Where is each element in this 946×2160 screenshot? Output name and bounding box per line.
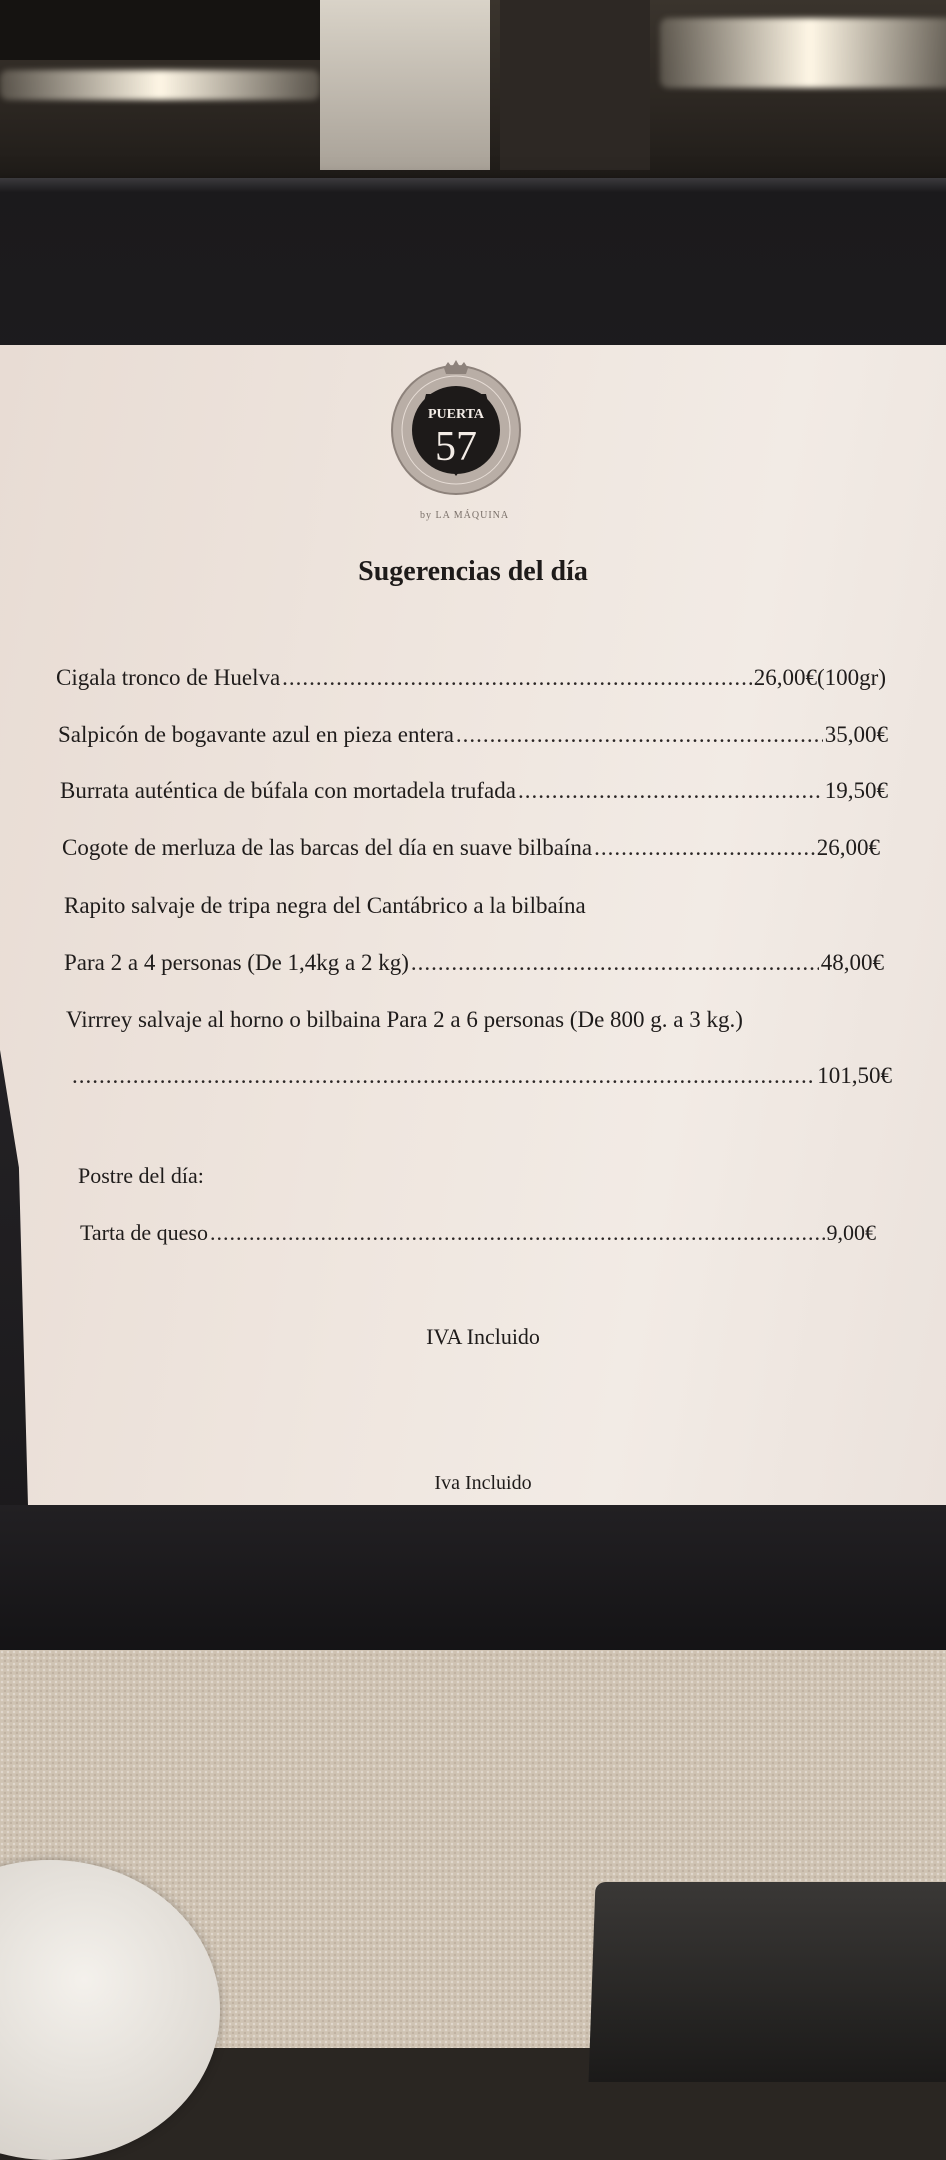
item-price: 101,50€ <box>817 1063 892 1088</box>
ceiling-beam <box>0 0 320 60</box>
dessert-heading: Postre del día: <box>78 1163 204 1188</box>
menu-title: Sugerencias del día <box>358 556 588 587</box>
dot-leader <box>594 835 815 861</box>
dot-leader <box>518 778 823 804</box>
dot-leader <box>72 1063 815 1089</box>
menu-item <box>56 665 886 691</box>
menu-item <box>80 1220 876 1246</box>
menu-frame-base <box>0 1505 946 1655</box>
dot-leader <box>210 1220 825 1246</box>
dot-leader <box>456 722 823 748</box>
restaurant-logo <box>386 356 526 496</box>
menu-item <box>62 835 880 861</box>
item-price: 48,00€ <box>820 950 884 975</box>
menu-frame-edge <box>0 178 946 192</box>
item-price: 26,00€(100gr) <box>753 665 886 690</box>
item-price: 35,00€ <box>824 722 888 747</box>
ceiling-light-right <box>660 18 946 88</box>
vat-note: IVA Incluido <box>426 1324 540 1349</box>
item-name: Cigala tronco de Huelva <box>56 665 281 690</box>
item-price: 26,00€ <box>816 835 880 860</box>
item-name: Cogote de merluza de las barcas del día en suave bilbaína <box>62 835 593 860</box>
item-price: 19,50€ <box>824 778 888 803</box>
napkin-holder <box>589 1882 946 2082</box>
crown-icon <box>444 360 468 374</box>
item-name: Salpicón de bogavante azul en pieza entera <box>58 722 454 747</box>
logo-number: 57 <box>435 424 477 470</box>
logo-name: PUERTA <box>427 407 485 422</box>
menu-item <box>72 1063 892 1089</box>
background-wall <box>500 0 650 170</box>
dot-leader <box>411 950 819 976</box>
logo-byline: by LA MÁQUINA <box>420 510 510 521</box>
item-name: Para 2 a 4 personas (De 1,4kg a 2 kg) <box>64 950 409 975</box>
item-name: Burrata auténtica de búfala con mortadela trufada <box>60 778 516 803</box>
menu-item <box>58 722 888 748</box>
pillar <box>320 0 490 170</box>
restaurant-background <box>0 0 946 200</box>
item-price: 9,00€ <box>826 1220 876 1245</box>
dot-leader <box>282 665 752 691</box>
item-name: Tarta de queso <box>80 1220 208 1245</box>
vat-note-footer: Iva Incluido <box>434 1472 532 1494</box>
ceiling-light-left <box>0 70 320 100</box>
menu-item <box>64 950 884 976</box>
rapito-description: Rapito salvaje de tripa negra del Cantábrico a la bilbaína <box>64 893 586 918</box>
menu-item <box>60 778 888 804</box>
virrey-description: Virrrey salvaje al horno o bilbaina Para 2 a 6 personas (De 800 g. a 3 kg.) <box>66 1007 743 1032</box>
